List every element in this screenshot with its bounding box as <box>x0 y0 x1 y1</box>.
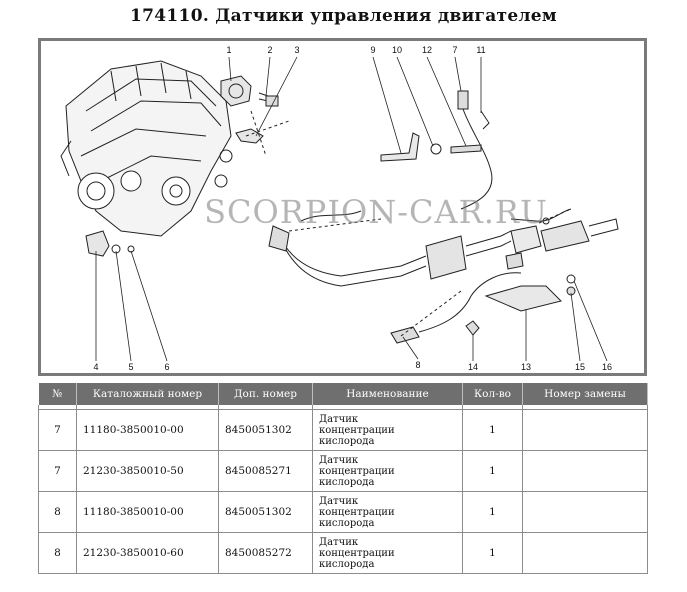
callout-label: 5 <box>128 362 134 372</box>
cell-extra: 8450051302 <box>219 492 313 533</box>
callout-label: 1 <box>226 45 232 55</box>
callout-label: 12 <box>421 45 433 55</box>
name-line: концентрации <box>319 506 395 518</box>
table-header-row <box>39 383 648 405</box>
cell-catalog: 11180-3850010-00 <box>77 410 219 451</box>
name-line: Датчик <box>319 495 359 507</box>
cell-extra: 8450085271 <box>219 451 313 492</box>
cell-no: 8 <box>39 492 77 533</box>
cell-name <box>313 492 463 533</box>
name-line: кислорода <box>319 476 375 488</box>
sensor-4-drawing <box>86 231 134 256</box>
cell-qty: 1 <box>463 533 523 574</box>
cell-no: 7 <box>39 451 77 492</box>
cell-name <box>313 410 463 451</box>
callout-label: 11 <box>476 45 486 55</box>
cell-extra: 8450085272 <box>219 533 313 574</box>
name-line: Датчик <box>319 454 359 466</box>
name-line: кислорода <box>319 435 375 447</box>
name-line: Датчик <box>319 536 359 548</box>
table-row <box>39 410 648 451</box>
callout-label: 13 <box>520 362 532 372</box>
washers-drawing <box>567 275 575 295</box>
table-row <box>39 533 648 574</box>
name-line: концентрации <box>319 465 395 477</box>
callout-label: 7 <box>452 45 458 55</box>
name-line: концентрации <box>319 424 395 436</box>
cell-name <box>313 451 463 492</box>
watermark: SCORPION-CAR.RU <box>204 193 548 231</box>
cell-replacement <box>523 533 648 574</box>
callout-label: 9 <box>370 45 376 55</box>
cell-name <box>313 533 463 574</box>
cell-replacement <box>523 410 648 451</box>
cell-replacement <box>523 492 648 533</box>
parts-table <box>38 383 648 574</box>
callout-label: 8 <box>415 360 421 370</box>
cell-catalog: 21230-3850010-50 <box>77 451 219 492</box>
col-header-catalog: Каталожный номер <box>77 383 219 405</box>
table-row <box>39 451 648 492</box>
col-header-no: № <box>39 383 77 405</box>
cell-qty: 1 <box>463 451 523 492</box>
name-line: кислорода <box>319 517 375 529</box>
name-line: Датчик <box>319 413 359 425</box>
callout-label: 16 <box>601 362 613 372</box>
name-line: концентрации <box>319 547 395 559</box>
cell-catalog: 11180-3850010-00 <box>77 492 219 533</box>
cell-extra: 8450051302 <box>219 410 313 451</box>
callout-label: 3 <box>294 45 300 55</box>
callout-label: 6 <box>164 362 170 372</box>
callout-label: 10 <box>391 45 403 55</box>
callout-label: 2 <box>267 45 273 55</box>
name-line: кислорода <box>319 558 375 570</box>
callout-label: 15 <box>574 362 586 372</box>
oxygen-sensor-8-drawing <box>391 253 561 343</box>
cell-qty: 1 <box>463 492 523 533</box>
col-header-name: Наименование <box>313 383 463 405</box>
col-header-replacement: Номер замены <box>523 383 648 405</box>
col-header-extra: Доп. номер <box>219 383 313 405</box>
table-row <box>39 492 648 533</box>
cell-no: 8 <box>39 533 77 574</box>
col-header-qty: Кол-во <box>463 383 523 405</box>
parts-diagram <box>38 38 647 376</box>
callout-label: 14 <box>467 362 479 372</box>
cell-no: 7 <box>39 410 77 451</box>
callout-label: 4 <box>93 362 99 372</box>
page-title: 174110. Датчики управления двигателем <box>130 6 557 26</box>
cell-catalog: 21230-3850010-60 <box>77 533 219 574</box>
cell-qty: 1 <box>463 410 523 451</box>
cell-replacement <box>523 451 648 492</box>
